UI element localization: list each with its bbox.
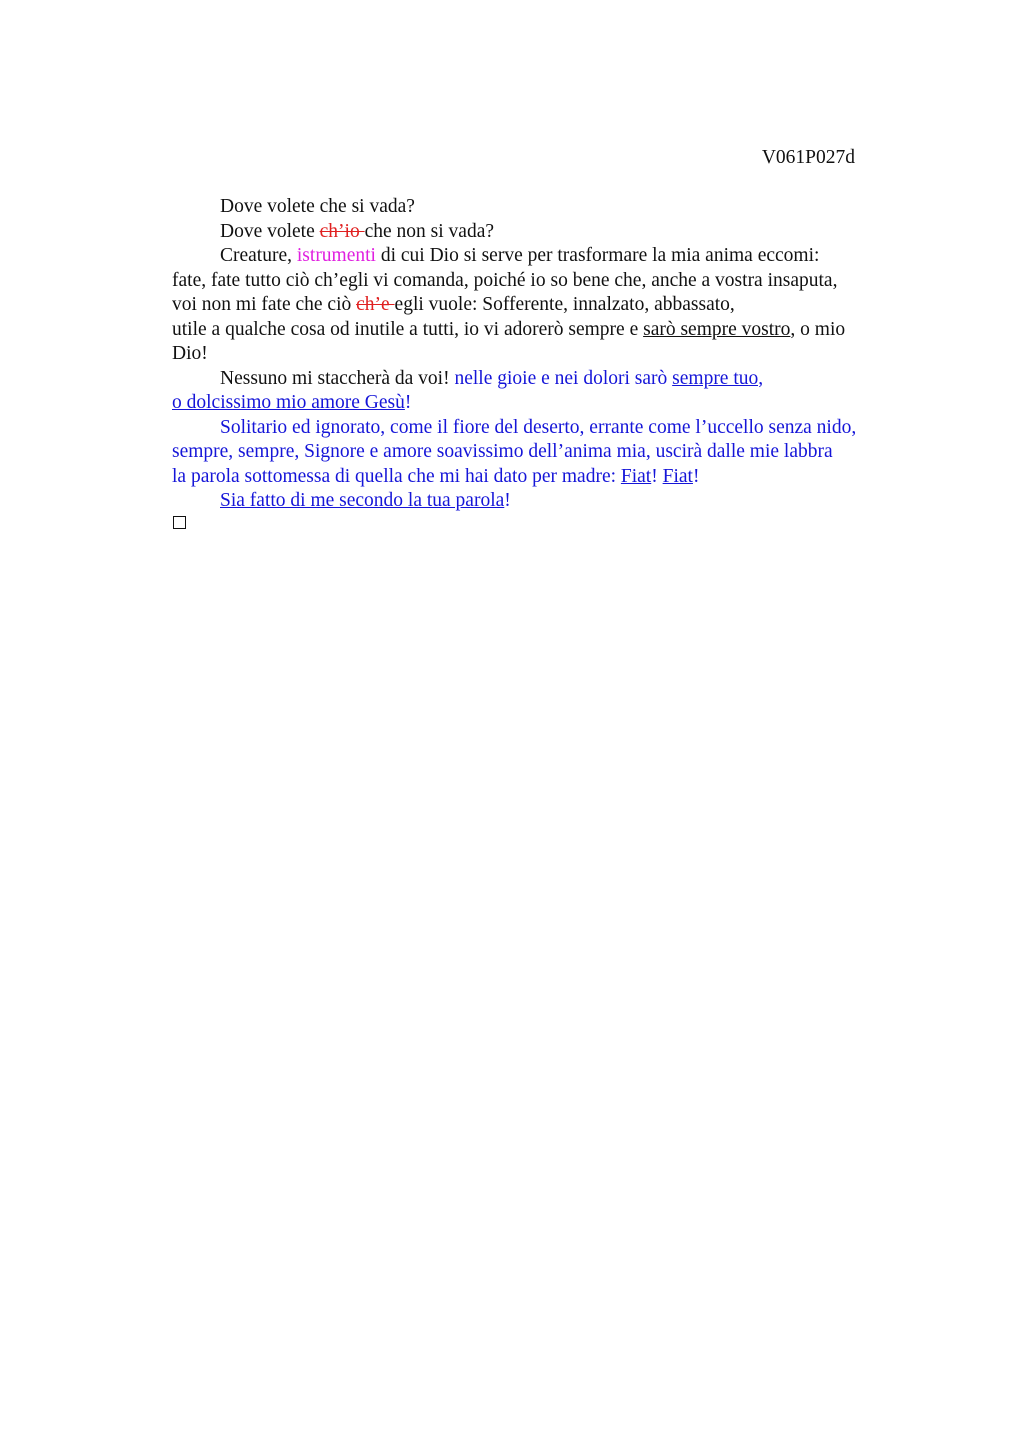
underlined-text: Fiat [662, 465, 693, 487]
text-line-6: utile a qualche cosa od inutile a tutti, io vi adorerò sempre e sarò sempre vostro, o mio [172, 318, 846, 340]
text-line-5: voi non mi fate che ciò ch’e egli vuole: Sofferente, innalzato, abbassato, [172, 294, 735, 315]
text-line-1: Dove volete che si vada? [220, 196, 415, 217]
deleted-text: ch’e [356, 294, 395, 315]
document-id: V061P027d [761, 147, 855, 168]
text-line-7: Dio! [172, 343, 208, 364]
text-line-8: Nessuno mi staccherà da voi! nelle gioie e nei dolori sarò sempre tuo, [220, 367, 764, 389]
document-body [172, 195, 902, 514]
text-line-11: sempre, sempre, Signore e amore soavissimo dell’anima mia, uscirà dalle mie labbra [172, 441, 833, 462]
text-line-2: Dove volete ch’io che non si vada? [220, 220, 495, 242]
text-line-9: o dolcissimo mio amore Gesù! [172, 392, 412, 413]
underlined-text: Fiat [620, 465, 652, 487]
inserted-text: istrumenti [296, 245, 376, 266]
underlined-text: Sia fatto di me secondo la tua parola [220, 490, 505, 511]
text-line-10: Solitario ed ignorato, come il fiore del deserto, errante come l’uccello senza nido, [220, 416, 857, 438]
text-line-12: la parola sottomessa di quella che mi hai dato per madre: Fiat! Fiat! [172, 465, 700, 487]
underlined-text: sarò sempre vostro [643, 318, 791, 340]
underlined-text: sempre tuo, [672, 367, 764, 389]
deleted-text: ch’io [319, 220, 365, 242]
checkbox-icon [173, 516, 186, 529]
text-line-3: Creature, istrumenti di cui Dio si serve per trasformare la mia anima eccomi: [220, 245, 820, 266]
underlined-text: o dolcissimo mio amore Gesù [172, 392, 405, 413]
text-line-13: Sia fatto di me secondo la tua parola! [220, 490, 511, 511]
text-line-4: fate, fate tutto ciò ch’egli vi comanda, poiché io so bene che, anche a vostra insaputa, [172, 269, 838, 291]
